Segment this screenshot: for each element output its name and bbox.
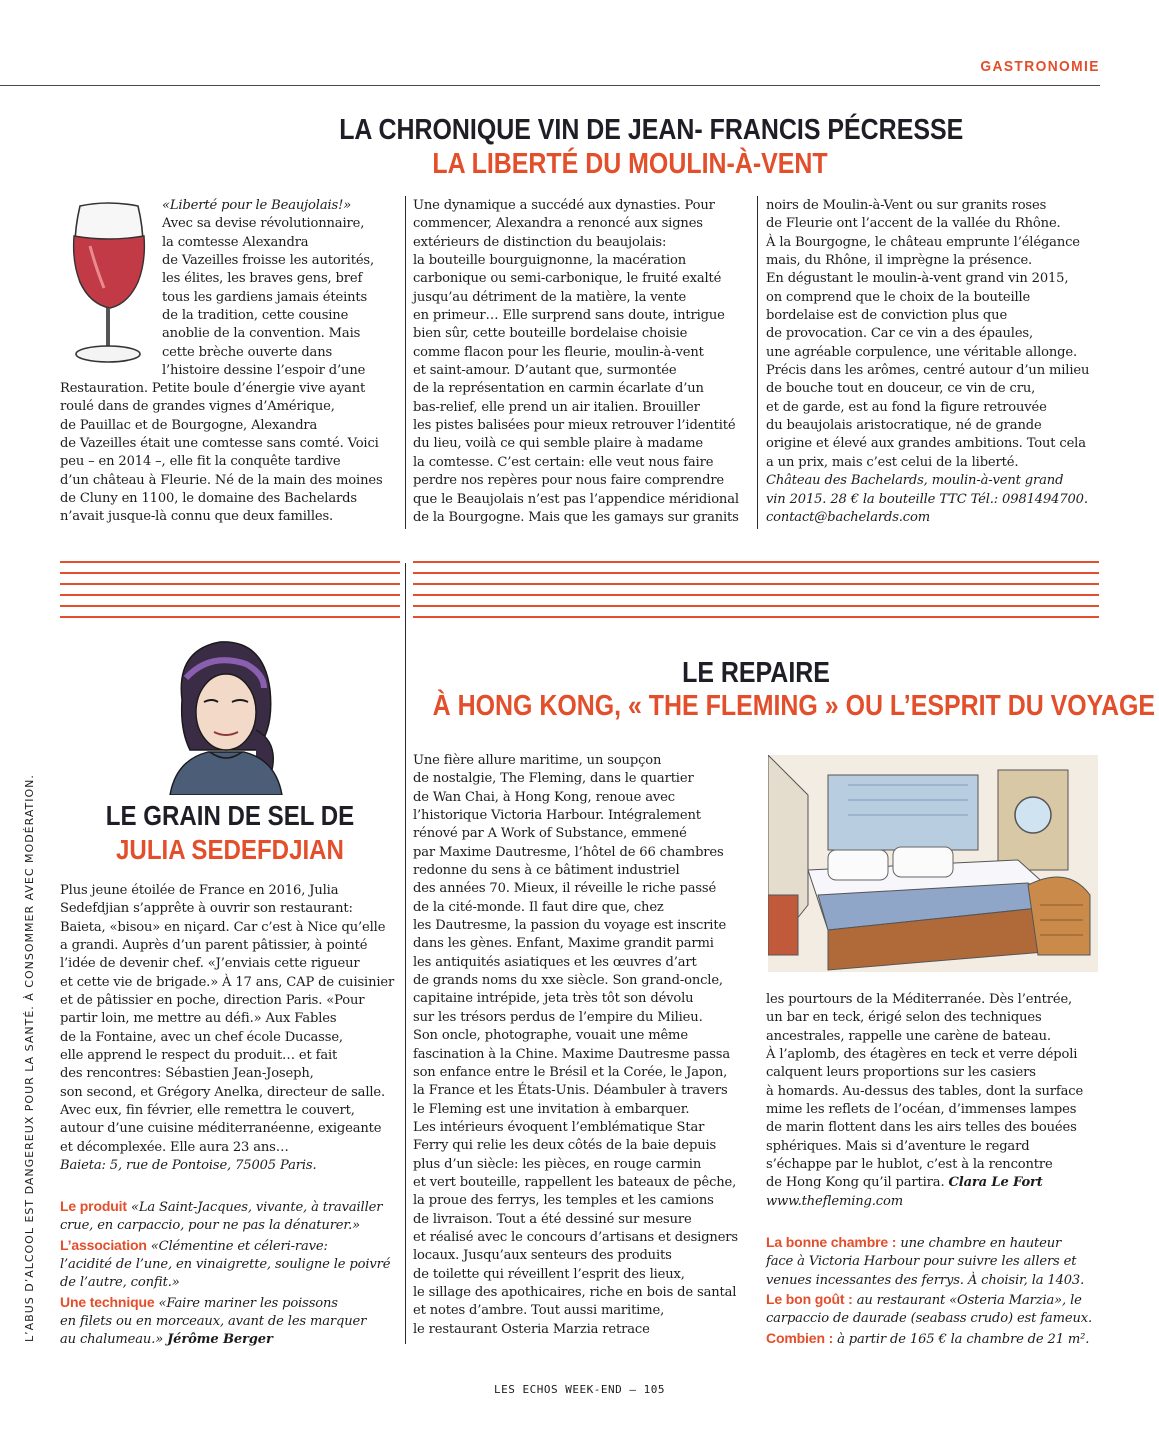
note-text: au chalumeau.»: [60, 1332, 164, 1348]
text-line: comme flacon pour les fleurie, moulin-à-vent: [413, 344, 704, 360]
wine-title: LA CHRONIQUE VIN DE JEAN- FRANCIS PÉCRESSE: [339, 114, 964, 146]
text-line: son enfance entre le Brésil et la Corée, le Japon,: [413, 1064, 728, 1080]
text-line: les Dautresme, la passion du voyage est inscrite: [413, 918, 727, 934]
text-line: des années 70. Mieux, il réveille le riche passé: [413, 881, 717, 897]
note-text: à partir de 165 € la chambre de 21 m².: [837, 1331, 1090, 1347]
text-line: de la Bourgogne. Mais que les gamays sur granits: [413, 509, 739, 525]
text-line: la bouteille bourguignonne, la macération: [413, 253, 687, 269]
text-line: Sedefdjian s’apprête à ouvrir son restaurant:: [60, 901, 353, 917]
text-line: de Cluny en 1100, le domaine des Bachelards: [60, 491, 357, 507]
text-line: «Liberté pour le Beaujolais!»: [162, 198, 352, 213]
text-line: les antiquités asiatiques et les œuvres d’art: [413, 954, 697, 970]
text-line: plus d’un siècle: les pièces, en rouge carmin: [413, 1156, 702, 1172]
text-line: un bar en teck, érigé selon des techniques: [766, 1010, 1042, 1026]
text-line: elle apprend le respect du produit… et fait: [60, 1048, 338, 1064]
note-text: carpaccio de daurade (seabass crudo) est fameux.: [766, 1311, 1092, 1327]
text-line: la proue des ferrys, les temples et les camions: [413, 1193, 714, 1209]
text-line: dans les gènes. Enfant, Maxime grandit parmi: [413, 936, 714, 952]
text-line: Avec sa devise révolutionnaire,: [162, 216, 365, 232]
wine-subtitle: LA LIBERTÉ DU MOULIN-À-VENT: [432, 148, 828, 180]
text-line: et décomplexée. Elle aura 23 ans…: [60, 1139, 289, 1155]
text-line: et de pâtissier en poche, direction Paris. «Pour: [60, 993, 365, 1009]
text-line: et vert bouteille, rappellent les bateaux de pêche,: [413, 1174, 737, 1190]
note-text: venues incessantes des ferrys. À choisir, la 1403.: [766, 1272, 1085, 1288]
chef-portrait-illustration: [160, 630, 290, 795]
text-line: et cette vie de brigade.» À 17 ans, CAP de cuisinier: [60, 974, 395, 990]
text-line: autour d’une cuisine méditerranéenne, exigeante: [60, 1121, 382, 1137]
text-line: Une fière allure maritime, un soupçon: [413, 753, 662, 768]
text-line: on comprend que le choix de la bouteille: [766, 289, 1031, 305]
text-line: du lieu, voilà ce qui semble plaire à madame: [413, 436, 703, 452]
note-text: au restaurant «Osteria Marzia», le: [856, 1293, 1082, 1309]
text-line: capitaine intrépide, jeta très tôt son dévolu: [413, 991, 694, 1007]
text-line: Les intérieurs évoquent l’emblématique Star: [413, 1119, 705, 1135]
text-line: Précis dans les arômes, centré autour d’un milieu: [766, 363, 1090, 379]
text-line: du beaujolais aristocratique, né de grande: [766, 418, 1042, 434]
author-signature: Clara Le Fort: [948, 1175, 1043, 1191]
note-text: «La Saint-Jacques, vivante, à travailler: [130, 1200, 383, 1215]
text-line: la France et les États-Unis. Déambuler à travers: [413, 1083, 728, 1099]
text-line: et réalisé avec le concours d’artisans et designers: [413, 1229, 738, 1245]
text-line: peu – en 2014 –, elle fit la conquête tardive: [60, 454, 341, 470]
note-label: Le produit: [60, 1198, 127, 1214]
author-signature: Jérôme Berger: [167, 1332, 273, 1348]
note-text: en filets ou en morceaux, avant de les marquer: [60, 1314, 367, 1330]
text-line: Son oncle, photographe, vouait une même: [413, 1028, 688, 1044]
note-text: crue, en carpaccio, pour ne pas la dénaturer.»: [60, 1218, 360, 1234]
legal-warning-sidebar: L’ABUS D’ALCOOL EST DANGEREUX POUR LA SANTÉ. À CONSOMMER AVEC MODÉRATION.: [23, 774, 36, 1342]
text-line: locaux. Jusqu’aux senteurs des produits: [413, 1248, 672, 1264]
grain-body: [60, 882, 402, 1176]
text-line: Avec eux, fin février, elle remettra le couvert,: [60, 1103, 355, 1119]
text-line: son second, et Grégory Anelka, directeur de salle.: [60, 1084, 386, 1100]
note-text: «Clémentine et céleri-rave:: [150, 1238, 328, 1254]
text-line: de la représentation en carmin écarlate d’un: [413, 381, 704, 397]
text-line: À la Bourgogne, le château emprunte l’élégance: [766, 234, 1080, 250]
top-rule: [0, 85, 1100, 86]
text-line: mais, du Rhône, il imprègne la présence.: [766, 253, 1033, 269]
text-line: origine et élevé aux grandes ambitions. Tout cela: [766, 436, 1086, 452]
text-line: une agréable corpulence, une véritable allonge.: [766, 344, 1077, 360]
repaire-col1: [413, 752, 758, 1339]
text-line: l’histoire dessine l’espoir d’une: [162, 363, 366, 379]
text-line: commencer, Alexandra a renoncé aux signes: [413, 216, 703, 232]
text-line: de Vazeilles froisse les autorités,: [162, 253, 375, 269]
text-line: mime les reflets de l’océan, d’immenses lampes: [766, 1102, 1077, 1118]
wine-col3: [766, 197, 1106, 527]
text-line: Plus jeune étoilée de France en 2016, Julia: [60, 883, 339, 898]
stripe-divider: [413, 561, 1099, 618]
text-line: Restauration. Petite boule d’énergie vive ayant: [60, 381, 366, 396]
text-line: fascination à la Chine. Maxime Dautresme passa: [413, 1046, 731, 1062]
grain-title: LE GRAIN DE SEL DE: [105, 800, 355, 831]
text-line: de la tradition, cette cousine: [162, 308, 349, 324]
text-line: roulé dans de grandes vignes d’Amérique,: [60, 399, 335, 415]
text-line: de livraison. Tout a été dessiné sur mesure: [413, 1211, 692, 1227]
text-line: de bouche tout en douceur, ce vin de cru,: [766, 381, 1036, 397]
text-line: les élites, les braves gens, bref: [162, 271, 363, 287]
text-line: de la cité-monde. Il faut dire que, chez: [413, 899, 664, 915]
text-line: Baieta, «bisou» en niçard. Car c’est à Nice qu’elle: [60, 919, 386, 935]
note-label: L’association: [60, 1236, 147, 1253]
text-line: sphériques. Mais si d’aventure le regard: [766, 1138, 1030, 1154]
text-line: anoblie de la convention. Mais: [162, 326, 361, 342]
text-line: À l’aplomb, des étagères en teck et verre dépoli: [766, 1047, 1078, 1063]
text-line: redonne du sens à ce bâtiment industriel: [413, 863, 680, 879]
note-label: Une technique: [60, 1293, 155, 1310]
text-line: vin 2015. 28 € la bouteille TTC Tél.: 0981494700.: [766, 491, 1088, 507]
note-text: «Faire mariner les poissons: [158, 1295, 338, 1311]
column-divider: [405, 196, 406, 529]
text-line: de Pauillac et de Bourgogne, Alexandra: [60, 417, 318, 433]
text-line: bas-relief, elle prend un air italien. Brouiller: [413, 399, 700, 415]
text-line: les pistes balisées pour mieux retrouver l’identité: [413, 418, 736, 434]
column-divider: [405, 563, 406, 1344]
text-line: de provocation. Car ce vin a des épaules,: [766, 326, 1034, 342]
note-text: une chambre en hauteur: [900, 1236, 1062, 1251]
text-line: rénové par A Work of Substance, emmené: [413, 826, 687, 842]
section-label: GASTRONOMIE: [980, 58, 1100, 75]
text-line: l’idée de devenir chef. «J’enviais cette rigueur: [60, 956, 360, 972]
text-line: jusqu’au détriment de la matière, la vente: [413, 289, 687, 305]
text-line: ancestrales, rappelle une carène de bateau.: [766, 1028, 1051, 1044]
text-line: a grandi. Auprès d’un parent pâtissier, à pointé: [60, 938, 368, 954]
text-line: de Wan Chai, à Hong Kong, renoue avec: [413, 789, 675, 805]
text-line: sur les trésors perdus de l’empire du Milieu.: [413, 1009, 703, 1025]
text-line: de Hong Kong qu’il partira.: [766, 1175, 945, 1191]
text-line: cette brèche ouverte dans: [162, 344, 333, 360]
text-line: l’historique Victoria Harbour. Intégralement: [413, 808, 701, 824]
repaire-subtitle: À HONG KONG, « THE FLEMING » OU L’ESPRIT DU VOYAGE: [432, 690, 1156, 722]
text-line: de marin flottent dans les airs telles des bouées: [766, 1120, 1077, 1136]
text-line: partir loin, me mettre au défi.» Aux Fables: [60, 1011, 337, 1027]
grain-subtitle: JULIA SEDEFDJIAN: [116, 834, 344, 865]
repaire-title: LE REPAIRE: [682, 657, 830, 689]
website-link[interactable]: www.thefleming.com: [766, 1193, 903, 1209]
text-line: d’un château à Fleurie. Né de la main des moines: [60, 472, 383, 488]
text-line: extérieurs de distinction du beaujolais:: [413, 234, 667, 250]
text-line: le sillage des apothicaires, riche en bois de santal: [413, 1284, 737, 1300]
text-line: a un prix, mais c’est celui de la liberté.: [766, 454, 1019, 470]
text-line: Ferry qui relie les deux côtés de la baie depuis: [413, 1138, 717, 1154]
hotel-room-illustration: [768, 755, 1098, 972]
wine-col1-long: [60, 380, 402, 527]
text-line: de la Fontaine, avec un chef école Ducasse,: [60, 1029, 343, 1045]
text-line: s’échappe par le hublot, c’est à la rencontre: [766, 1157, 1053, 1173]
note-label: Combien :: [766, 1329, 834, 1346]
text-line: à homards. Au-dessus des tables, dont la surface: [766, 1083, 1084, 1099]
text-line: carbonique ou semi-carbonique, le fruité exalté: [413, 271, 722, 287]
text-line: contact@bachelards.com: [766, 509, 930, 525]
text-line: la comtesse. C’est certain: elle veut nous faire: [413, 454, 714, 470]
text-line: et saint-amour. D’autant que, surmontée: [413, 363, 677, 379]
text-line: en primeur… Elle surprend sans doute, intrigue: [413, 308, 725, 324]
text-line: bien sûr, cette bouteille bordelaise choisie: [413, 326, 688, 342]
text-line: de toilette qui réveillent l’esprit des lieux,: [413, 1266, 685, 1282]
text-line: bordelaise est de conviction plus que: [766, 308, 1008, 324]
text-line: de Fleurie ont l’accent de la vallée du Rhône.: [766, 216, 1061, 232]
wine-col1-short: [162, 197, 402, 380]
text-line: le restaurant Osteria Marzia retrace: [413, 1321, 650, 1337]
text-line: tous les gardiens jamais éteints: [162, 289, 368, 305]
text-line: de nostalgie, The Fleming, dans le quartier: [413, 771, 694, 787]
note-label: La bonne chambre :: [766, 1234, 897, 1250]
text-line: calquent leurs proportions sur les casiers: [766, 1065, 1036, 1081]
text-line: et notes d’ambre. Tout aussi maritime,: [413, 1303, 665, 1319]
address-line: Baieta: 5, rue de Pontoise, 75005 Paris.: [60, 1158, 317, 1174]
column-divider: [757, 196, 758, 529]
wine-glass-illustration: [66, 198, 150, 368]
note-text: l’acidité de l’une, en vinaigrette, souligne le poivré: [60, 1257, 391, 1273]
text-line: que le Beaujolais n’est pas l’appendice méridional: [413, 491, 739, 507]
note-text: face à Victoria Harbour pour suivre les allers et: [766, 1254, 1077, 1270]
text-line: de grands noms du xxe siècle. Son grand-oncle,: [413, 973, 723, 989]
repaire-notes: [766, 1233, 1106, 1349]
text-line: par Maxime Dautresme, l’hôtel de 66 chambres: [413, 844, 724, 860]
text-line: des rencontres: Sébastien Jean-Joseph,: [60, 1066, 314, 1082]
repaire-col2: [766, 991, 1106, 1211]
text-line: le Fleming est une invitation à embarquer.: [413, 1101, 690, 1117]
note-text: de l’autre, confit.»: [60, 1275, 180, 1291]
text-line: Une dynamique a succédé aux dynasties. Pour: [413, 198, 715, 213]
text-line: la comtesse Alexandra: [162, 234, 309, 250]
wine-col2: [413, 197, 753, 527]
text-line: Château des Bachelards, moulin-à-vent grand: [766, 473, 1064, 489]
note-label: Le bon goût :: [766, 1291, 853, 1308]
stripe-divider: [60, 561, 400, 618]
text-line: n’avait jusque-là connu que deux familles.: [60, 509, 334, 525]
text-line: noirs de Moulin-à-Vent ou sur granits roses: [766, 198, 1047, 213]
grain-notes: [60, 1197, 402, 1350]
text-line: de Vazeilles était une comtesse sans comté. Voici: [60, 436, 379, 452]
text-line: En dégustant le moulin-à-vent grand vin 2015,: [766, 271, 1069, 287]
text-line: et de garde, est au fond la figure retrouvée: [766, 399, 1047, 415]
page-footer: LES ECHOS WEEK-END – 105: [494, 1383, 665, 1396]
text-line: les pourtours de la Méditerranée. Dès l’entrée,: [766, 992, 1073, 1007]
text-line: perdre nos repères pour nous faire comprendre: [413, 473, 725, 489]
